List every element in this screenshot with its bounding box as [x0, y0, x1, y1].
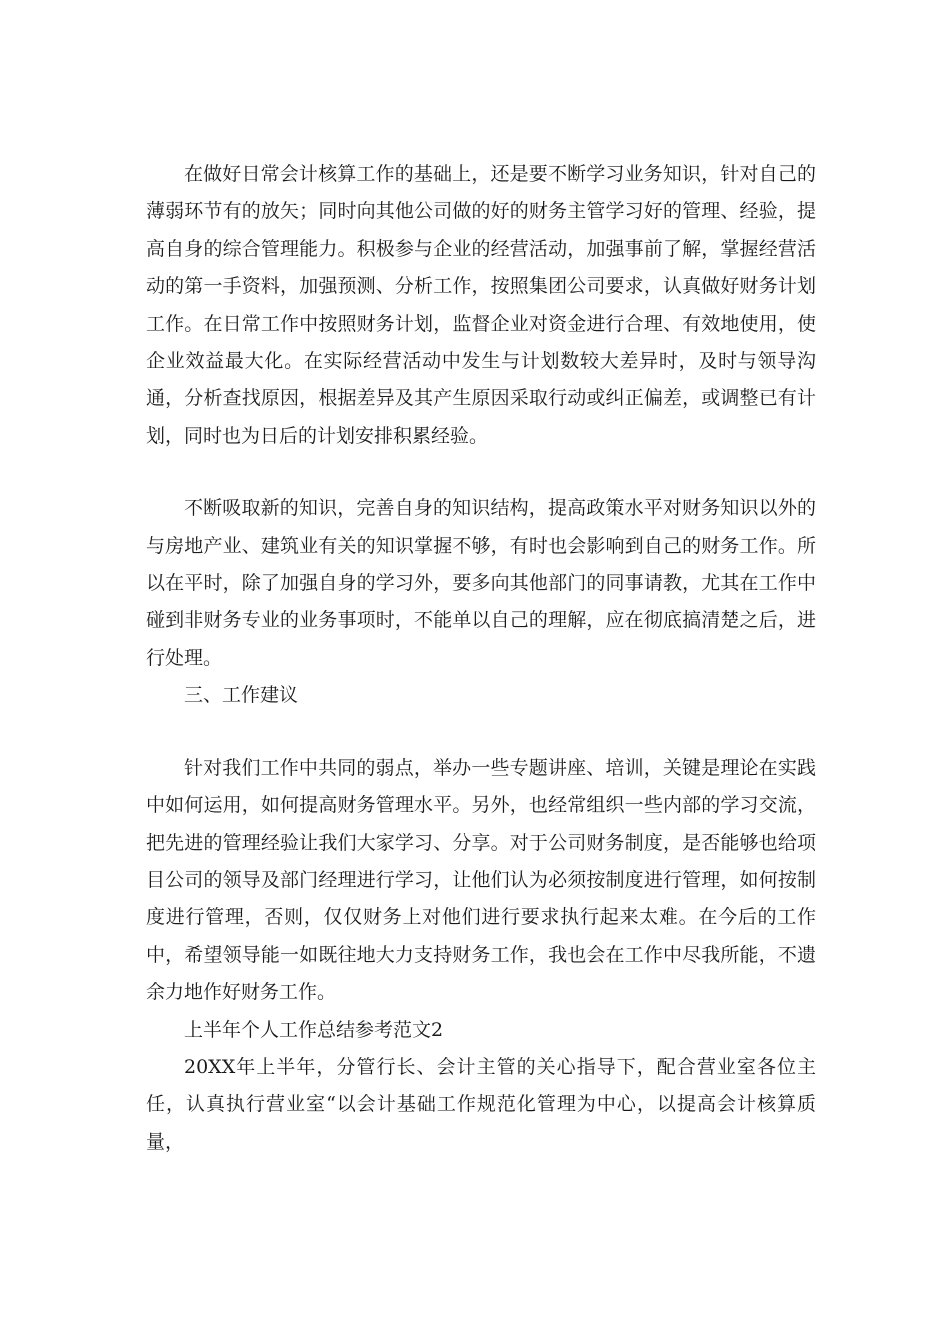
paragraph-accounting-study: 在做好日常会计核算工作的基础上，还是要不断学习业务知识，针对自己的薄弱环节有的放矢；同时向其他公司做的好的财务主管学习好的管理、经验，提高自身的综合管理能力。积极参与企业的经营活动，加强事前了解，掌握经营活动的第一手资料，加强预测、分析工作，按照集团公司要求，认真做好财务计划工作。在日常工作中按照财务计划，监督企业对资金进行合理、有效地使用，使企业效益最大化。在实际经营活动中发生与计划数较大差异时，及时与领导沟通，分析查找原因，根据差异及其产生原因采取行动或纠正偏差，或调整已有计划，同时也为日后的计划安排积累经验。 [146, 163, 816, 447]
paragraph-suggestions: 针对我们工作中共同的弱点，举办一些专题讲座、培训，关键是理论在实践中如何运用，如何提高财务管理水平。另外，也经常组织一些内部的学习交流，把先进的管理经验让我们大家学习、分享。对于公司财务制度，是否能够也给项目公司的领导及部门经理进行学习，让他们认为必须按制度进行管理，如何按制度进行管理，否则，仅仅财务上对他们进行要求执行起来太难。在今后的工作中，希望领导能一如既往地大力支持财务工作，我也会在工作中尽我所能，不遗余力地作好财务工作。 [146, 756, 816, 1004]
paragraph-knowledge-structure: 不断吸取新的知识，完善自身的知识结构，提高政策水平对财务知识以外的与房地产业、建筑业有关的知识掌握不够，有时也会影响到自己的财务工作。所以在平时，除了加强自身的学习外，要多向其他部门的同事请教，尤其在工作中碰到非财务专业的业务事项时，不能单以自己的理解，应在彻底搞清楚之后，进行处理。 [146, 497, 816, 669]
section-heading-work-suggestions: 三、工作建议 [184, 684, 299, 707]
paragraph-first-half-year: 20XX年上半年，分管行长、会计主管的关心指导下，配合营业室各位主任，认真执行营业室“以会计基础工作规范化管理为中心，以提高会计核算质量， [146, 1055, 816, 1153]
document-body [146, 156, 816, 1161]
article-title-sample-2: 上半年个人工作总结参考范文2 [184, 1018, 444, 1041]
